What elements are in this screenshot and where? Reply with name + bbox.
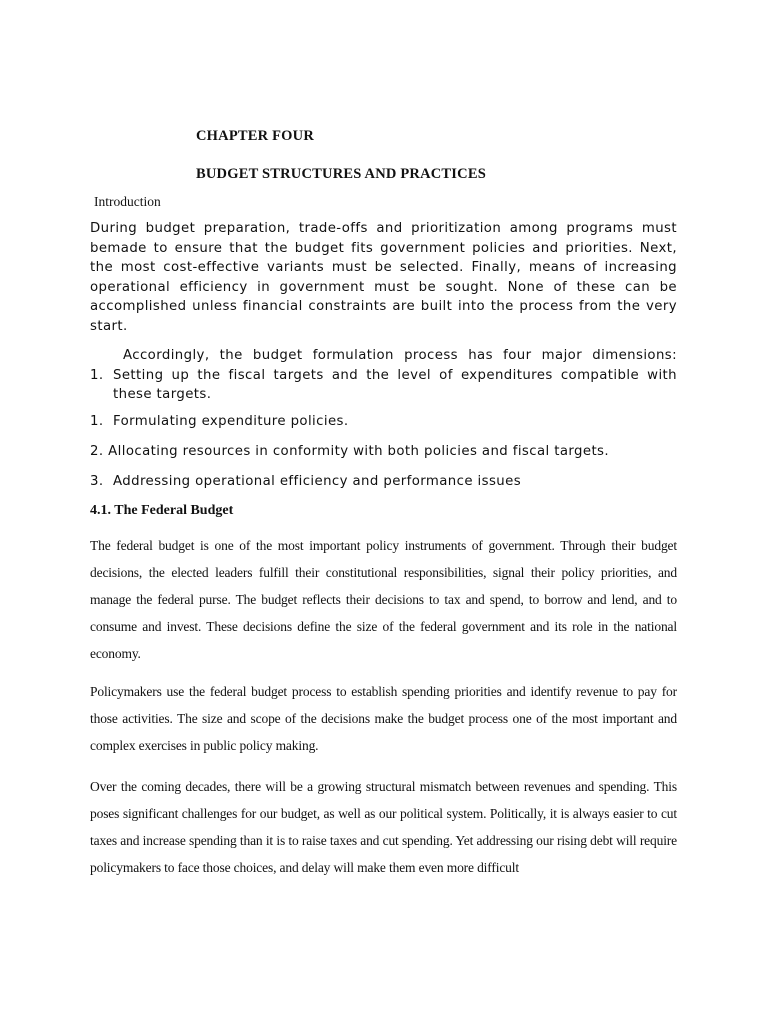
list-item <box>90 474 521 489</box>
list-item-text: Allocating resources in conformity with both policies and fiscal targets. <box>108 444 610 459</box>
dimensions-block <box>90 346 677 405</box>
list-item-text: Formulating expenditure policies. <box>113 414 349 429</box>
introduction-heading: Introduction <box>94 194 161 209</box>
chapter-title: CHAPTER FOUR <box>196 128 314 144</box>
list-item-number: 1. <box>90 367 104 383</box>
chapter-subtitle: BUDGET STRUCTURES AND PRACTICES <box>196 166 486 182</box>
intro-paragraph: During budget preparation, trade-offs and prioritization among programs must bemade to ensure that the budget fits government policies and priorities. Next, the most cost-effective variants must be selected. Finally, means of increasing operational efficiency in government must be sought. None of these can be accomplished unless financial constraints are built into the process from the very start. <box>90 221 677 334</box>
section-heading: 4.1. The Federal Budget <box>90 503 234 518</box>
list-item <box>90 366 677 405</box>
list-item-text: Setting up the fiscal targets and the level of expenditures compatible with these targets. <box>113 367 677 402</box>
list-item-number: 1. <box>90 414 104 429</box>
list-item <box>90 444 609 459</box>
list-item-number: 2. <box>90 444 104 459</box>
federal-budget-paragraph: The federal budget is one of the most important policy instruments of government. Through their budget decisions, the elected leaders fulfill their constitutional responsibilities, signal their policy priorities, and manage the federal purse. The budget reflects their decisions to tax and spend, to borrow and lend, and to consume and invest. These decisions define the size of the federal government and its role in the national economy. <box>90 538 677 661</box>
list-item-number: 3. <box>90 474 104 489</box>
coming-decades-paragraph: Over the coming decades, there will be a growing structural mismatch between revenues and spending. This poses significant challenges for our budget, as well as our political system. Politically, it is always easier to cut taxes and increase spending than it is to raise taxes and cut spending. Yet addressing our rising debt will require policymakers to face those choices, and delay will make them even more difficult <box>90 779 677 875</box>
policymakers-paragraph: Policymakers use the federal budget process to establish spending priorities and identify revenue to pay for those activities. The size and scope of the decisions make the budget process one of the most important and complex exercises in public policy making. <box>90 684 677 753</box>
list-item-text: Addressing operational efficiency and performance issues <box>113 474 522 489</box>
list-item <box>90 414 349 429</box>
dimensions-lead: Accordingly, the budget formulation process has four major dimensions: <box>123 348 677 363</box>
